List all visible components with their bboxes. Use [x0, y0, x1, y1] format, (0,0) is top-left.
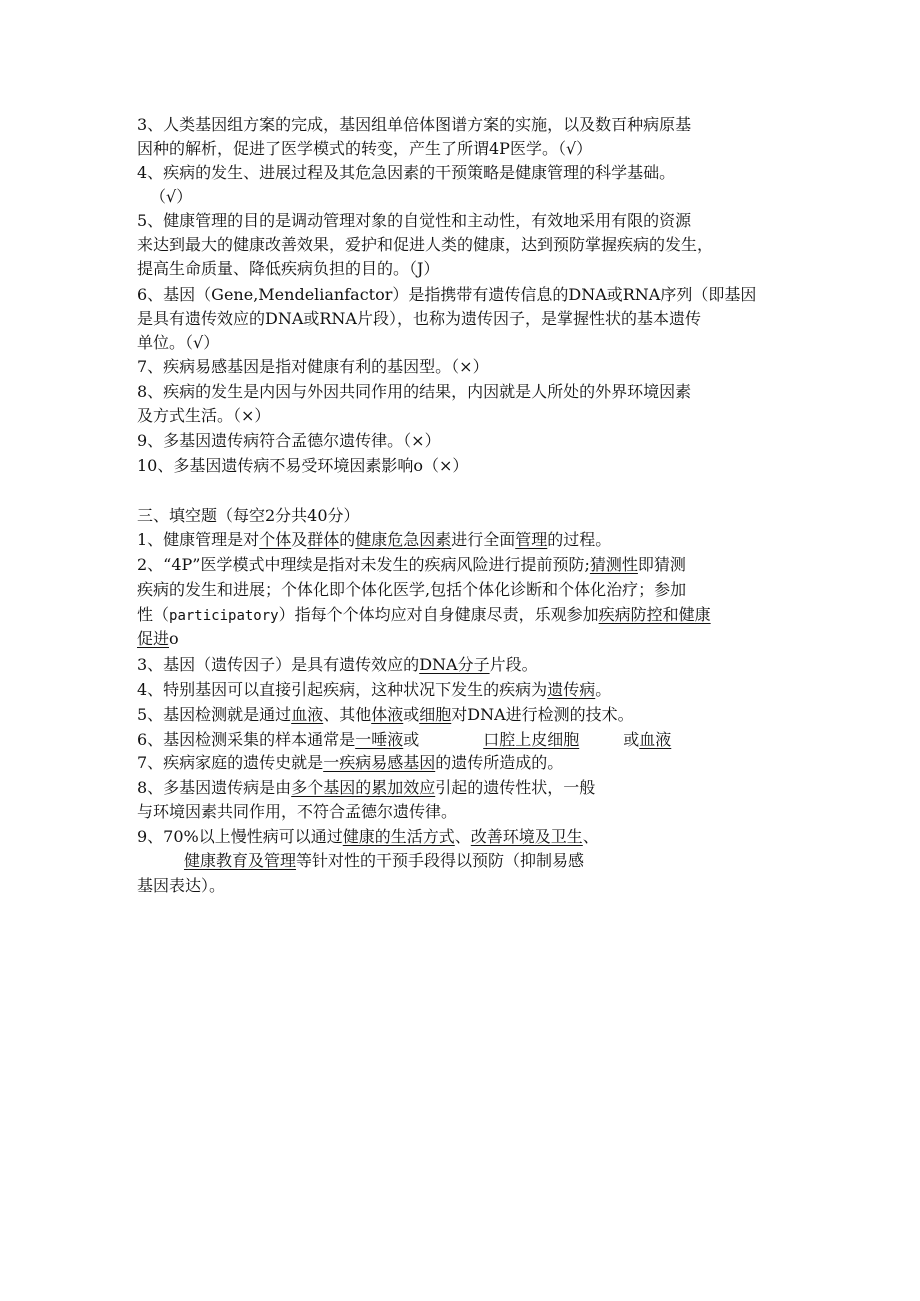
q4-text: 。	[595, 680, 612, 699]
q8-text: 8、多基因遗传病是由	[137, 778, 292, 797]
fill-question-6	[137, 729, 671, 751]
tf-item-3-line-2: 因种的解析，促进了医学模式的转变，产生了所谓4P医学。（√）	[137, 139, 593, 158]
tf-item-7: 7、疾病易感基因是指对健康有利的基因型。（×）	[137, 357, 489, 376]
q6-answer-oral-epithelial-cells: 口腔上皮细胞	[483, 730, 580, 749]
q4-answer-genetic-disease: 遗传病	[547, 680, 596, 699]
q6-text: 6、基因检测采集的样本通常是	[137, 730, 356, 749]
q2-answer-prevention: 疾病防控和健康	[598, 605, 711, 624]
q7-text: 的遗传所造成的。	[435, 753, 564, 772]
q1-answer-individual: 个体	[259, 530, 292, 549]
q1-text: 进行全面	[451, 530, 516, 549]
tf-item-5-line-3: 提高生命质量、降低疾病负担的目的。（J）	[137, 259, 440, 278]
q2-text: o	[169, 629, 179, 648]
q1-text: 1、健康管理是对	[137, 530, 260, 549]
fill-question-9-line-2	[184, 850, 584, 872]
q2-text: ）指每个个体均应对自身健康尽责，乐观参加	[278, 605, 599, 624]
fill-question-9-line-1	[137, 826, 599, 848]
tf-item-4-line-1: 4、疾病的发生、进展过程及其危急因素的干预策略是健康管理的科学基础。	[137, 163, 676, 182]
q2-term-participatory: participatory	[169, 608, 279, 624]
q1-answer-risk-factors: 健康危急因素	[355, 530, 452, 549]
q9-answer-healthy-lifestyle: 健康的生活方式	[342, 827, 455, 846]
q9-answer-health-education: 健康教育及管理	[184, 851, 297, 870]
q3-text: 3、基因（遗传因子）是具有遗传效应的	[137, 655, 420, 674]
tf-item-9: 9、多基因遗传病符合孟德尔遗传律。（×）	[137, 431, 441, 450]
q2-text: 性（	[137, 605, 170, 624]
q5-text: 或	[403, 705, 420, 724]
q1-answer-group: 群体	[307, 530, 340, 549]
q1-text: 的	[339, 530, 356, 549]
tf-item-5-line-1: 5、健康管理的目的是调动管理对象的自觉性和主动性，有效地采用有限的资源	[137, 211, 692, 230]
section-title-fill-in: 三、填空题（每空2分共40分）	[137, 506, 360, 525]
fill-question-5	[137, 704, 634, 726]
q6-text: 或	[403, 730, 420, 749]
q6-answer-blood: 血液	[639, 730, 672, 749]
q9-text: 、	[454, 827, 471, 846]
q1-text: 的过程。	[547, 530, 612, 549]
q7-text: 7、疾病家庭的遗传史就是	[137, 753, 324, 772]
fill-question-4	[137, 679, 611, 701]
q9-text: 、	[582, 827, 599, 846]
fill-question-8-line-1	[137, 777, 595, 799]
q2-answer-promotion: 促进	[137, 629, 170, 648]
q5-text: 、其他	[323, 705, 372, 724]
q8-text: 引起的遗传性状，一般	[435, 778, 596, 797]
fill-question-2-line-4	[137, 628, 179, 650]
fill-question-8-line-2: 与环境因素共同作用，不符合孟德尔遗传律。	[137, 802, 458, 821]
q4-text: 4、特别基因可以直接引起疾病，这种状况下发生的疾病为	[137, 680, 548, 699]
fill-question-3	[137, 654, 538, 676]
tf-item-6-line-2: 是具有遗传效应的DNA或RNA片段），也称为遗传因子，是掌握性状的基本遗传	[137, 309, 701, 328]
q5-answer-blood: 血液	[291, 705, 324, 724]
q6-text: 或	[623, 730, 640, 749]
q2-text: 即猜测	[637, 555, 686, 574]
q3-text: 片段。	[489, 655, 538, 674]
q8-answer-additive-effect: 多个基因的累加效应	[291, 778, 436, 797]
q5-answer-body-fluid: 体液	[371, 705, 404, 724]
tf-item-3-line-1: 3、人类基因组方案的完成，基因组单倍体图谱方案的实施，以及数百种病原基	[137, 115, 692, 134]
q7-answer-susceptibility-gene: 一疾病易感基因	[323, 753, 436, 772]
q9-answer-environment-hygiene: 改善环境及卫生	[470, 827, 583, 846]
tf-item-8-line-1: 8、疾病的发生是内因与外因共同作用的结果，内因就是人所处的外界环境因素	[137, 382, 692, 401]
q9-text: 9、70%以上慢性病可以通过	[137, 827, 343, 846]
fill-question-2-line-3	[137, 604, 711, 627]
fill-question-2-line-2: 疾病的发生和进展；个体化即个体化医学,包括个体化诊断和个体化治疗；参加	[137, 580, 687, 599]
q1-answer-management: 管理	[515, 530, 548, 549]
fill-question-2-line-1	[137, 554, 686, 576]
tf-item-8-line-2: 及方式生活。（×）	[137, 406, 271, 425]
q5-text: 对DNA进行检测的技术。	[451, 705, 634, 724]
q3-answer-dna: DNA分子	[419, 655, 490, 674]
fill-question-9-line-3: 基因表达）。	[137, 876, 226, 895]
q6-answer-saliva: 一唾液	[355, 730, 404, 749]
tf-item-6-line-1: 6、基因（Gene,Mendelianfactor）是指携带有遗传信息的DNA或RNA序列（即基因	[137, 285, 757, 304]
tf-item-6-line-3: 单位。（√）	[137, 333, 220, 352]
fill-question-1	[137, 529, 611, 551]
q2-answer-predictive: 猜测性	[589, 555, 638, 574]
q1-text: 及	[291, 530, 308, 549]
q5-text: 5、基因检测就是通过	[137, 705, 292, 724]
q9-text: 等针对性的干预手段得以预防（抑制易感	[296, 851, 585, 870]
q5-answer-cells: 细胞	[419, 705, 452, 724]
fill-question-7	[137, 752, 563, 774]
tf-item-5-line-2: 来达到最大的健康改善效果，爱护和促进人类的健康，达到预防掌握疾病的发生，	[137, 235, 714, 254]
tf-item-4-line-2: （√）	[150, 187, 193, 206]
q2-text: 2、“4P”医学模式中理续是指对未发生的疾病风险进行提前预防;	[137, 555, 590, 574]
tf-item-10: 10、多基因遗传病不易受环境因素影响o（×）	[137, 456, 469, 475]
